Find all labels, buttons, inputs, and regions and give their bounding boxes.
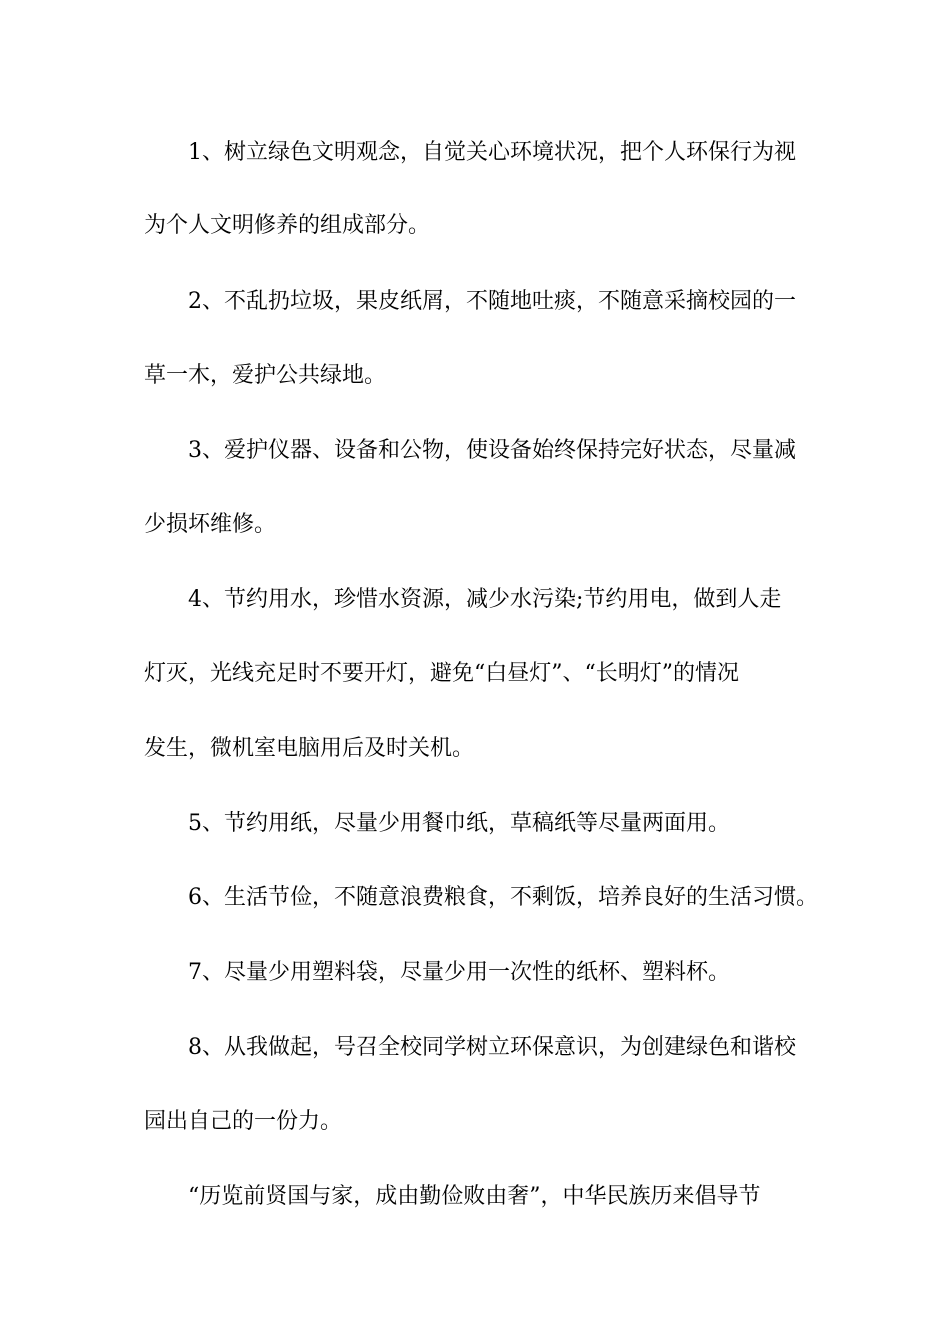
item-8-line-1: 8、从我做起，号召全校同学树立环保意识，为创建绿色和谐校	[188, 1035, 796, 1060]
item-5-line-1: 5、节约用纸，尽量少用餐巾纸，草稿纸等尽量两面用。	[188, 811, 730, 836]
item-2-line-2: 草一木，爱护公共绿地。	[144, 363, 387, 388]
item-2-line-1: 2、不乱扔垃圾，果皮纸屑，不随地吐痰，不随意采摘校园的一	[188, 289, 796, 314]
item-3-line-2: 少损坏维修。	[144, 512, 277, 537]
item-7-line-1: 7、尽量少用塑料袋，尽量少用一次性的纸杯、塑料杯。	[188, 960, 730, 985]
item-4-line-1: 4、节约用水，珍惜水资源，减少水污染;节约用电，做到人走	[188, 587, 782, 612]
item-1-line-1: 1、树立绿色文明观念，自觉关心环境状况，把个人环保行为视	[188, 140, 796, 165]
item-1-line-2: 为个人文明修养的组成部分。	[144, 213, 431, 238]
item-4-line-2: 灯灭，光线充足时不要开灯，避免“白昼灯”、“长明灯”的情况	[144, 661, 739, 686]
item-4-line-3: 发生，微机室电脑用后及时关机。	[144, 736, 475, 761]
item-6-line-1: 6、生活节俭，不随意浪费粮食，不剩饭，培养良好的生活习惯。	[188, 885, 818, 910]
item-3-line-1: 3、爱护仪器、设备和公物，使设备始终保持完好状态，尽量减	[188, 438, 796, 463]
closing-paragraph-line-1: “历览前贤国与家，成由勤俭败由奢”，中华民族历来倡导节	[188, 1184, 761, 1209]
item-8-line-2: 园出自己的一份力。	[144, 1109, 343, 1134]
